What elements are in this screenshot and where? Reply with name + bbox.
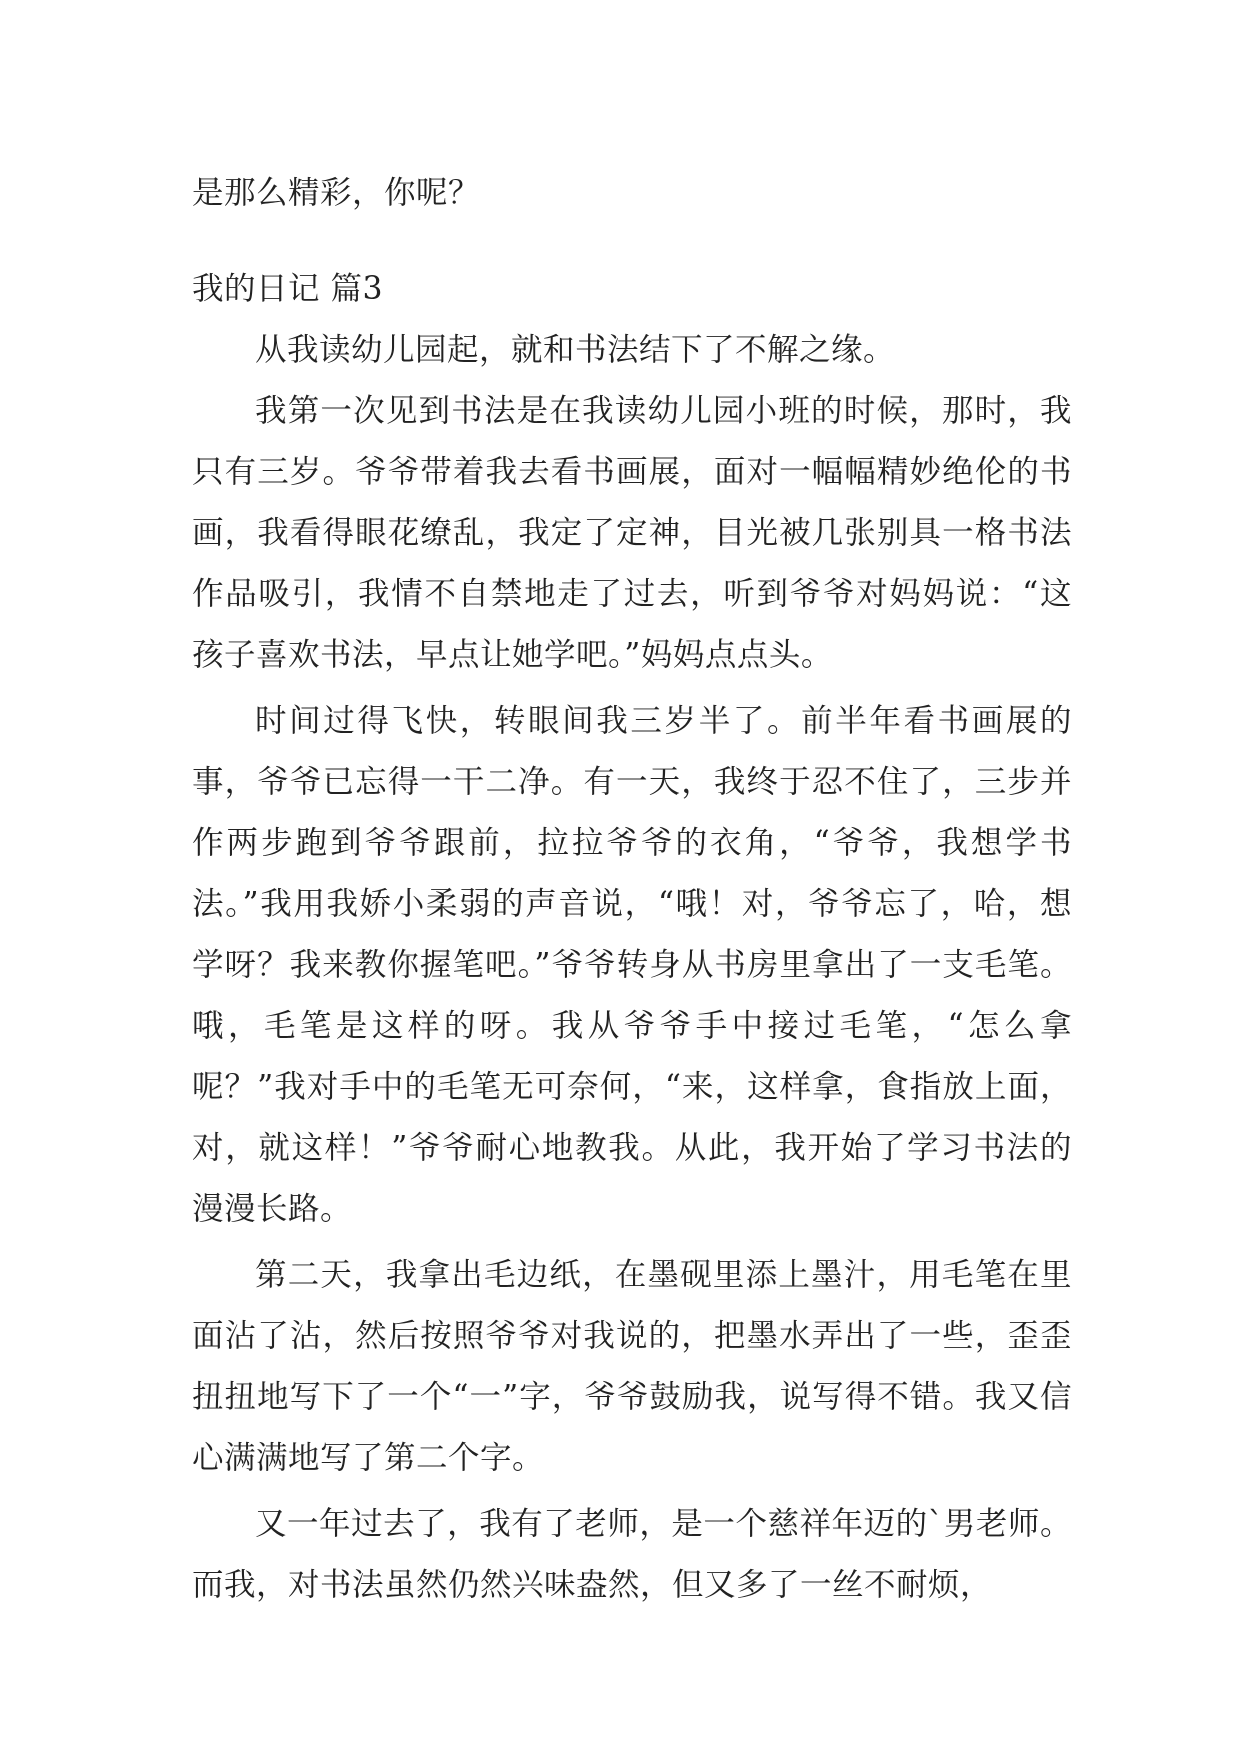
paragraph-3: 时间过得飞快，转眼间我三岁半了。前半年看书画展的事，爷爷已忘得一干二净。有一天，我终于忍不住了，三步并作两步跑到爷爷跟前，拉拉爷爷的衣角，“爷爷，我想学书法。”我用我娇小柔弱的声音说，“哦！对，爷爷忘了，哈，想学呀？我来教你握笔吧。”爷爷转身从书房里拿出了一支毛笔。哦，毛笔是这样的呀。我从爷爷手中接过毛笔，“怎么拿呢？”我对手中的毛笔无可奈何，“来，这样拿，食指放上面，对，就这样！”爷爷耐心地教我。从此，我开始了学习书法的漫漫长路。 xyxy=(192,703,1072,1227)
paragraph-5: 又一年过去了，我有了老师，是一个慈祥年迈的`男老师。而我，对书法虽然仍然兴味盎然，但又多了一丝不耐烦， xyxy=(192,1506,1072,1603)
paragraph-2: 我第一次见到书法是在我读幼儿园小班的时候，那时，我只有三岁。爷爷带着我去看书画展，面对一幅幅精妙绝伦的书画，我看得眼花缭乱，我定了定神，目光被几张别具一格书法作品吸引，我情不自禁地走了过去，听到爷爷对妈妈说：“这孩子喜欢书法，早点让她学吧。”妈妈点点头。 xyxy=(192,393,1072,673)
section-heading: 我的日记 篇3 xyxy=(192,271,384,307)
paragraph-1: 从我读幼儿园起，就和书法结下了不解之缘。 xyxy=(255,332,896,368)
previous-section-ending: 是那么精彩，你呢？ xyxy=(192,175,481,211)
document-body xyxy=(192,163,1072,1616)
paragraph-4: 第二天，我拿出毛边纸，在墨砚里添上墨汁，用毛笔在里面沾了沾，然后按照爷爷对我说的，把墨水弄出了一些，歪歪扭扭地写下了一个“一”字，爷爷鼓励我，说写得不错。我又信心满满地写了第二个字。 xyxy=(192,1257,1072,1476)
